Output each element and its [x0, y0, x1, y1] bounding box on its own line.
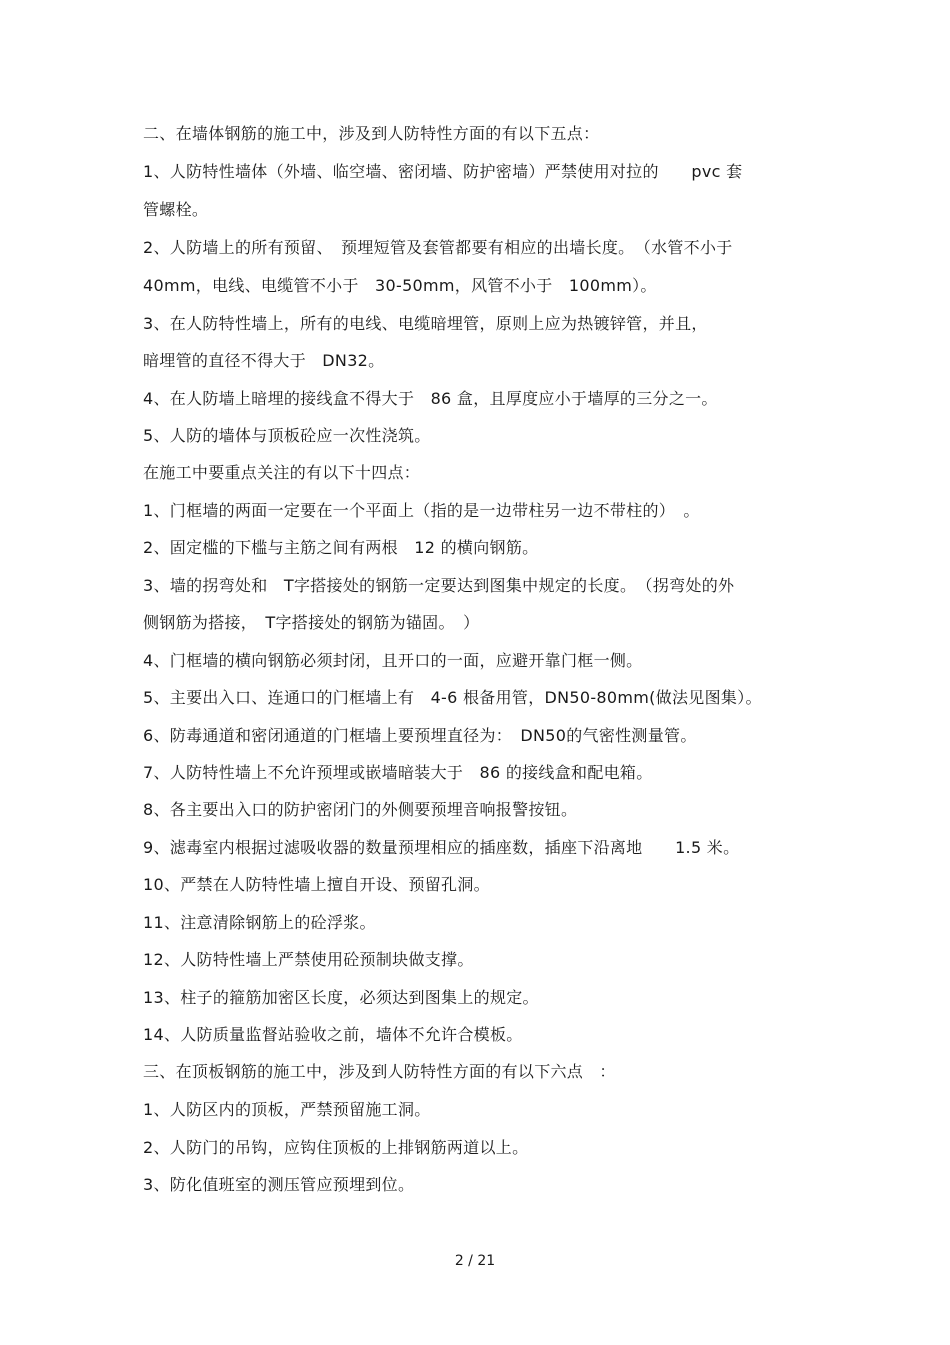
paragraph-line: 8、各主要出入口的防护密闭门的外侧要预埋音响报警按钮。: [143, 800, 578, 819]
subsection-heading: 在施工中要重点关注的有以下十四点：: [143, 463, 421, 482]
paragraph-line: 5、主要出入口、连通口的门框墙上有 4-6 根备用管，DN50-80mm(做法见图集）。: [143, 688, 762, 707]
paragraph-line: 2、人防墙上的所有预留、 预埋短管及套管都要有相应的出墙长度。 （水管不小于: [143, 238, 733, 257]
paragraph-line: 40mm，电线、电缆管不小于 30-50mm，风管不小于 100mm）。: [143, 276, 657, 295]
paragraph-line: 5、人防的墙体与顶板砼应一次性浇筑。: [143, 426, 431, 445]
paragraph-line: 7、人防特性墙上不允许预埋或嵌墙暗装大于 86 的接线盒和配电箱。: [143, 763, 653, 782]
paragraph-line: 3、墙的拐弯处和 T字搭接处的钢筋一定要达到图集中规定的长度。 （拐弯处的外: [143, 576, 735, 595]
paragraph-line: 1、门框墙的两面一定要在一个平面上（指的是一边带柱另一边不带柱的） 。: [143, 501, 700, 520]
paragraph-line: 4、在人防墙上暗埋的接线盒不得大于 86 盒，且厚度应小于墙厚的三分之一。: [143, 389, 718, 408]
paragraph-line: 管螺栓。: [143, 200, 209, 219]
page-number: 2 / 21: [454, 1253, 496, 1269]
section-3-heading: 三、在顶板钢筋的施工中，涉及到人防特性方面的有以下六点 ：: [143, 1062, 616, 1081]
paragraph-line: 11、注意清除钢筋上的砼浮浆。: [143, 913, 376, 932]
section-2-heading: 二、在墙体钢筋的施工中，涉及到人防特性方面的有以下五点：: [143, 124, 600, 143]
paragraph-line: 9、滤毒室内根据过滤吸收器的数量预埋相应的插座数，插座下沿离地 1.5 米。: [143, 838, 740, 857]
paragraph-line: 2、人防门的吊钩，应钩住顶板的上排钢筋两道以上。: [143, 1138, 529, 1157]
paragraph-line: 6、防毒通道和密闭通道的门框墙上要预埋直径为： DN50的气密性测量管。: [143, 726, 697, 745]
paragraph-line: 12、人防特性墙上严禁使用砼预制块做支撑。: [143, 950, 474, 969]
paragraph-line: 1、人防特性墙体（外墙、临空墙、密闭墙、防护密墙）严禁使用对拉的 pvc 套: [143, 162, 743, 181]
paragraph-line: 4、门框墙的横向钢筋必须封闭，且开口的一面，应避开靠门框一侧。: [143, 651, 643, 670]
paragraph-line: 3、防化值班室的测压管应预埋到位。: [143, 1175, 415, 1194]
paragraph-line: 侧钢筋为搭接， T字搭接处的钢筋为锚固。 ）: [143, 613, 480, 632]
paragraph-line: 2、固定槛的下槛与主筋之间有两根 12 的横向钢筋。: [143, 538, 539, 557]
paragraph-line: 暗埋管的直径不得大于 DN32。: [143, 351, 385, 370]
paragraph-line: 13、柱子的箍筋加密区长度，必须达到图集上的规定。: [143, 988, 539, 1007]
paragraph-line: 3、在人防特性墙上，所有的电线、电缆暗埋管，原则上应为热镀锌管，并且，: [143, 314, 708, 333]
paragraph-line: 14、人防质量监督站验收之前，墙体不允许合模板。: [143, 1025, 523, 1044]
paragraph-line: 10、严禁在人防特性墙上擅自开设、预留孔洞。: [143, 875, 490, 894]
paragraph-line: 1、人防区内的顶板，严禁预留施工洞。: [143, 1100, 431, 1119]
